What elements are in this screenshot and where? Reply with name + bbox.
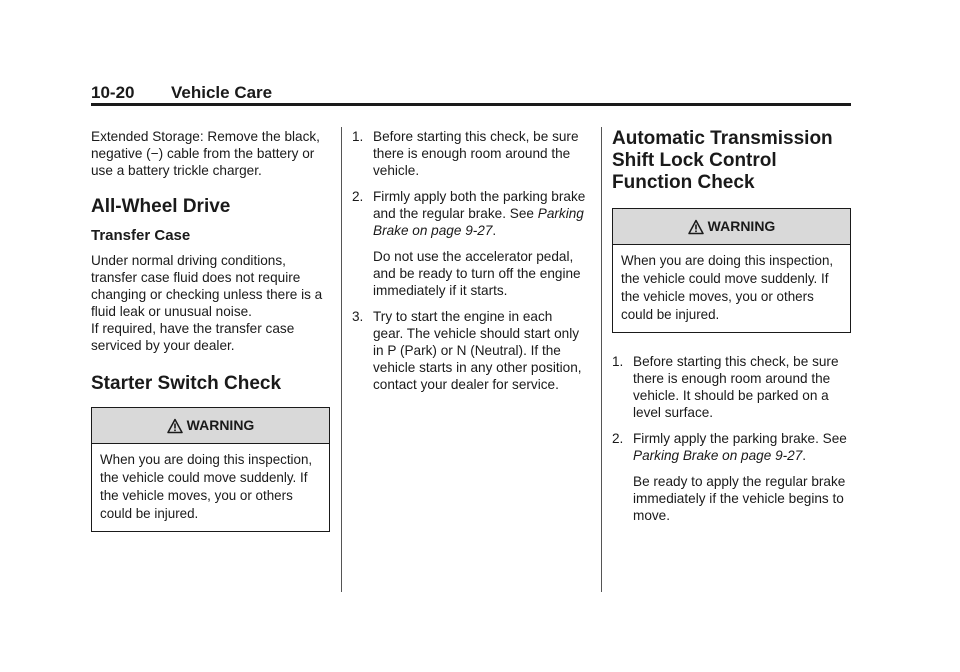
awd-heading: All-Wheel Drive [91,196,231,217]
step-text: Firmly apply the parking brake. See Parking Brake on page 9-27. [633,431,847,463]
step-note: Do not use the accelerator pedal, and be ready to turn off the engine immediately if it starts. [373,249,581,298]
warning-label: WARNING [186,417,255,433]
list-item [612,430,852,524]
step-text: Before starting this check, be sure there is enough room around the vehicle. It should be parked on a level surface. [633,354,839,420]
page-header [91,83,851,105]
section-title: Vehicle Care [171,83,273,102]
cross-reference: Parking Brake on page 9-27 [633,448,803,463]
warning-label: WARNING [707,218,776,234]
cross-reference: Parking Brake on page 9-27 [373,206,584,238]
page-number: 10-20 [91,83,135,102]
transfer-case-text: Under normal driving conditions, transfer case fluid does not require changing or checking unless there is a fluid leak or unusual noise. [91,253,323,319]
step-text: Before starting this check, be sure there is enough room around the vehicle. [373,129,579,178]
warning-triangle-icon [688,219,704,235]
warning-header [92,408,329,444]
list-item [352,128,586,179]
shift-lock-heading: Automatic Transmission Shift Lock Control Function Check [612,128,833,193]
column-2 [352,128,586,393]
warning-header [613,209,850,245]
starter-switch-heading: Starter Switch Check [91,373,282,394]
header-rule [91,103,851,106]
warning-text: When you are doing this inspection, the vehicle could move suddenly. If the vehicle moves, you or others could be injured. [621,253,834,322]
warning-box [612,208,851,333]
step-number: 3. [352,309,364,324]
warning-text: When you are doing this inspection, the vehicle could move suddenly. If the vehicle moves, you or others could be injured. [100,452,313,521]
step-number: 1. [352,129,364,144]
column-divider [341,127,342,592]
transfer-case-service-text: If required, have the transfer case serviced by your dealer. [91,321,295,353]
column-3 [612,128,852,524]
list-item [352,308,586,393]
transfer-case-heading: Transfer Case [91,227,191,244]
list-item [352,188,586,299]
step-number: 2. [612,431,624,446]
column-1 [91,128,331,532]
extended-storage-text: Extended Storage: Remove the black, negative (−) cable from the battery or use a battery trickle charger. [91,129,320,178]
step-text: Try to start the engine in each gear. The vehicle should start only in P (Park) or N (Neutral). If the vehicle starts in any other position, contact your dealer for service. [373,309,582,392]
step-number: 2. [352,189,364,204]
column-divider [601,127,602,592]
warning-triangle-icon [167,418,183,434]
step-note: Be ready to apply the regular brake immediately if the vehicle begins to move. [633,474,846,523]
step-text: Firmly apply both the parking brake and the regular brake. See Parking Brake on page 9-27. [373,189,586,238]
step-number: 1. [612,354,624,369]
list-item [612,353,852,421]
warning-box [91,407,330,532]
